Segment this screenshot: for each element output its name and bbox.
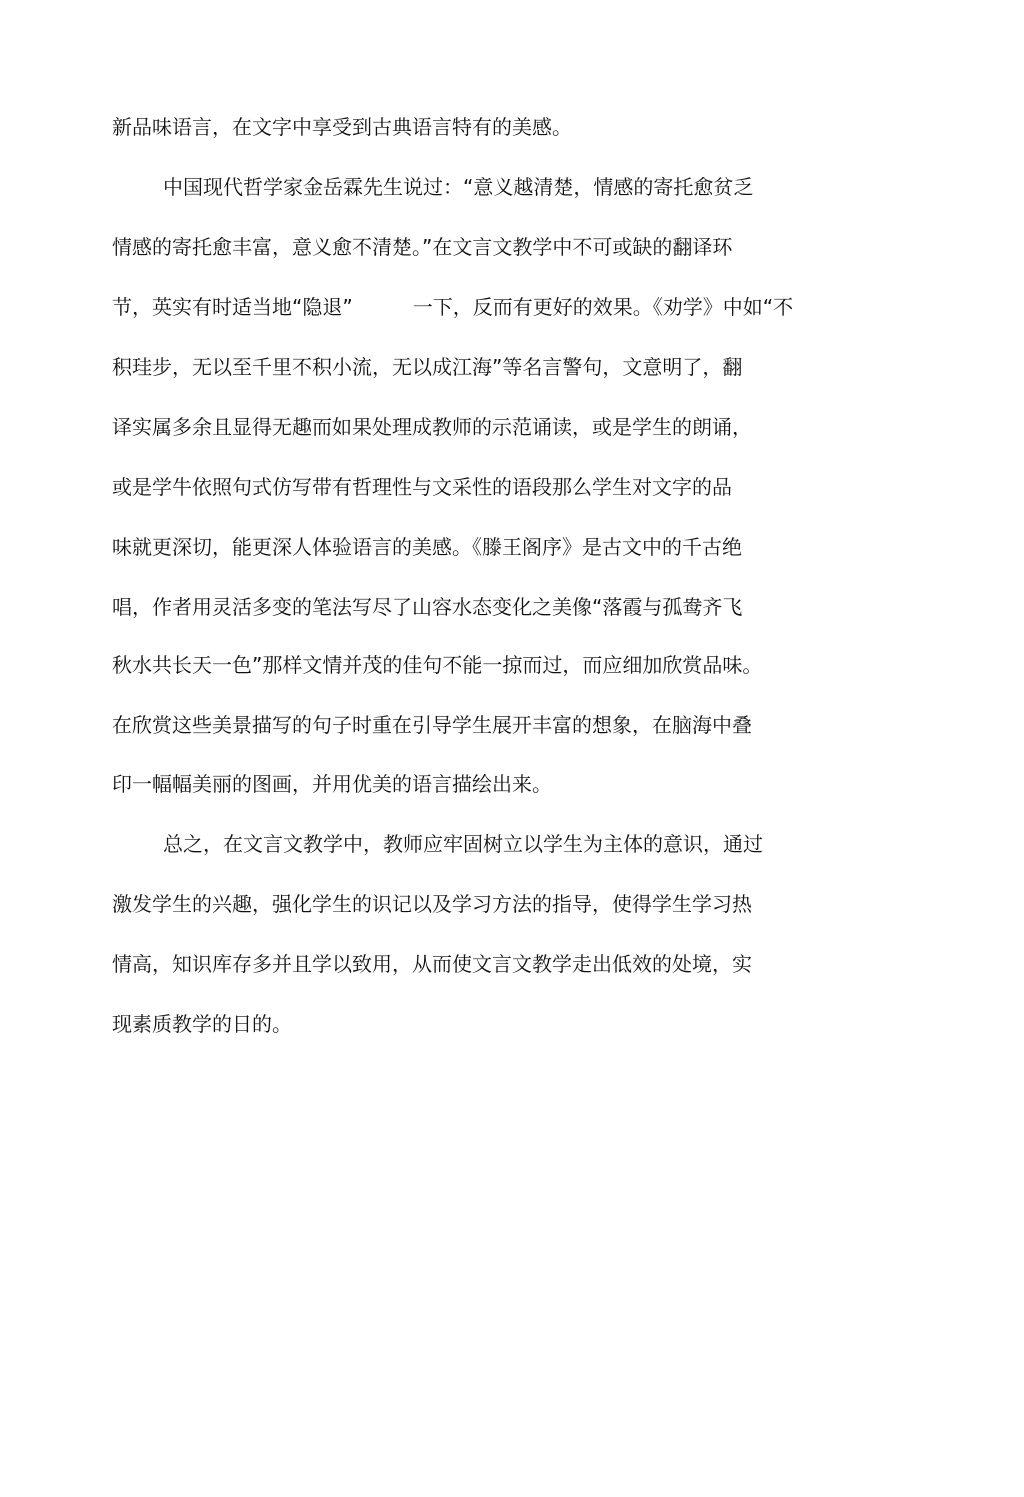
text-line: 秋水共长天一色”那样文情并茂的佳句不能一掠而过，而应细加欣赏品味。 <box>112 653 763 677</box>
text-line: 节，英实有时适当地“隐退” 一下，反而有更好的效果。《劝学》中如“不 <box>112 295 794 319</box>
text-line: 总之，在文言文教学中，教师应牢固树立以学生为主体的意识，通过 <box>163 832 763 856</box>
text-line: 或是学牛依照句式仿写带有哲理性与文采性的语段那么学生对文字的品 <box>112 475 732 499</box>
text-line: 译实属多余且显得无趣而如果处理成教师的示范诵读，或是学生的朗诵， <box>112 415 752 439</box>
text-line: 印一幅幅美丽的图画，并用优美的语言描绘出来。 <box>112 772 552 796</box>
text-line: 唱，作者用灵活多变的笔法写尽了山容水态变化之美像“落霞与孤鸯齐飞 <box>112 595 743 619</box>
text-line: 中国现代哲学家金岳霖先生说过：“意义越清楚，情感的寄托愈贫乏 <box>163 175 754 199</box>
text-line: 味就更深切，能更深人体验语言的美感。《滕王阁序》是古文中的千古绝 <box>112 535 742 559</box>
text-line: 积珪步，无以至千里不积小流，无以成江海”等名言警句，文意明了，翻 <box>112 355 743 379</box>
text-line: 在欣赏这些美景描写的句子时重在引导学生展开丰富的想象，在脑海中叠 <box>112 713 752 737</box>
text-line: 激发学生的兴趣，强化学生的识记以及学习方法的指导，使得学生学习热 <box>112 892 752 916</box>
text-line: 新品味语言，在文字中享受到古典语言特有的美感。 <box>112 115 572 139</box>
text-line: 现素质教学的日的。 <box>112 1012 292 1036</box>
text-line: 情高，知识库存多并且学以致用，从而使文言文教学走出低效的处境，实 <box>112 952 752 976</box>
text-line: 情感的寄托愈丰富，意义愈不清楚。”在文言文教学中不可或缺的翻译环 <box>112 235 733 259</box>
